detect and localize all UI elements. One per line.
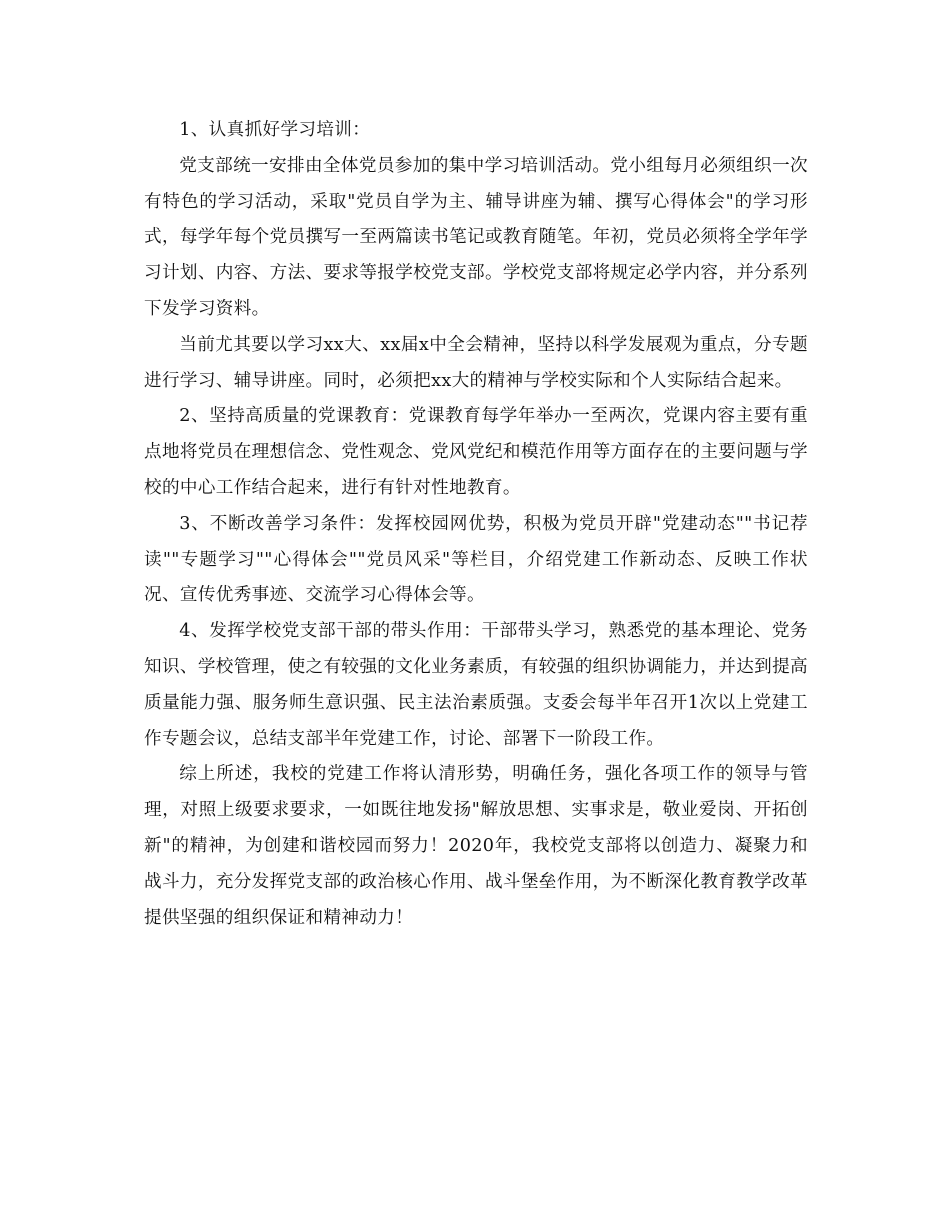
paragraph-heading-1: 1、认真抓好学习培训： <box>179 120 371 140</box>
document-body <box>144 113 808 936</box>
paragraph: 党支部统一安排由全体党员参加的集中学习培训活动。党小组每月必须组织一次有特色的学习活动，采取"党员自学为主、辅导讲座为辅、撰写心得体会"的学习形式，每学年每个党员撰写一至两篇读书笔记或教育随笔。年初，党员必须将全学年学习计划、内容、方法、要求等报学校党支部。学校党支部将规定必学内容，并分系列下发学习资料。 <box>144 155 808 319</box>
paragraph: 4、发挥学校党支部干部的带头作用：干部带头学习，熟悉党的基本理论、党务知识、学校管理，使之有较强的文化业务素质，有较强的组织协调能力，并达到提高质量能力强、服务师生意识强、民主法治素质强。支委会每半年召开1次以上党建工作专题会议，总结支部半年党建工作，讨论、部署下一阶段工作。 <box>144 621 808 749</box>
paragraph: 当前尤其要以学习xx大、xx届x中全会精神，坚持以科学发展观为重点，分专题进行学习、辅导讲座。同时，必须把xx大的精神与学校实际和个人实际结合起来。 <box>144 334 808 391</box>
paragraph: 3、不断改善学习条件：发挥校园网优势，积极为党员开辟"党建动态""书记荐读""专题学习""心得体会""党员风采"等栏目，介绍党建工作新动态、反映工作状况、宣传优秀事迹、交流学习心得体会等。 <box>144 513 808 606</box>
paragraph-conclusion: 综上所述，我校的党建工作将认清形势，明确任务，强化各项工作的领导与管理，对照上级要求要求，一如既往地发扬"解放思想、实事求是，敬业爱岗、开拓创新"的精神，为创建和谐校园而努力！2020年，我校党支部将以创造力、凝聚力和战斗力，充分发挥党支部的政治核心作用、战斗堡垒作用，为不断深化教育教学改革提供坚强的组织保证和精神动力！ <box>144 764 808 928</box>
paragraph: 2、坚持高质量的党课教育：党课教育每学年举办一至两次，党课内容主要有重点地将党员在理想信念、党性观念、党风党纪和模范作用等方面存在的主要问题与学校的中心工作结合起来，进行有针对性地教育。 <box>144 406 808 498</box>
